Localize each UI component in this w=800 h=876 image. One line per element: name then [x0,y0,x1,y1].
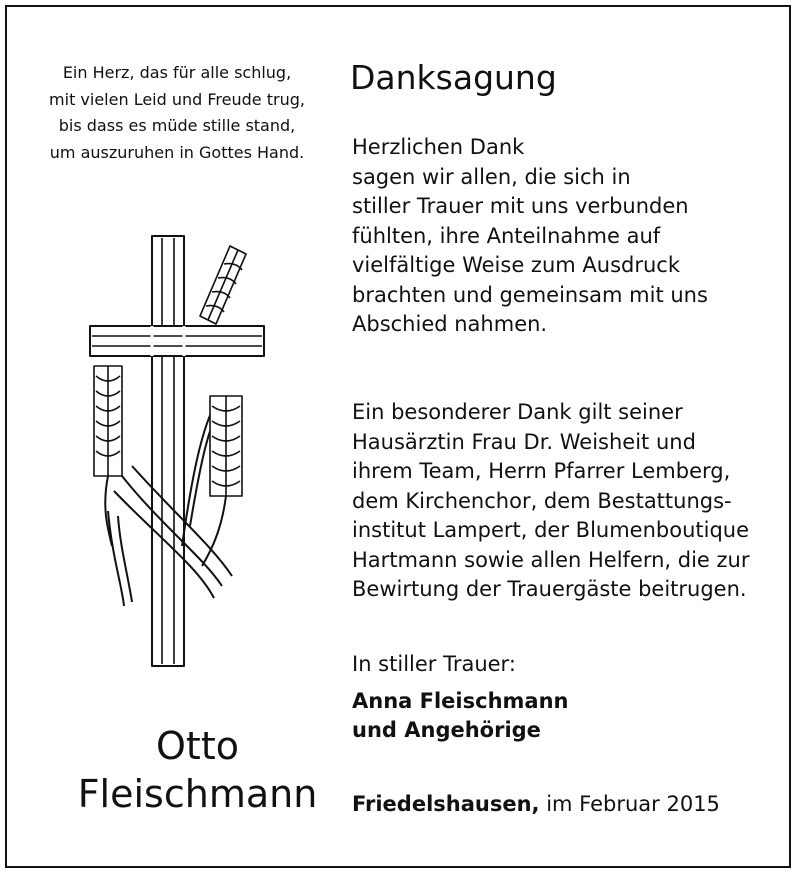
paragraph-line: ihrem Team, Herrn Pfarrer Lemberg, [352,459,731,483]
paragraph-line: fühlten, ihre Anteilnahme auf [352,223,661,248]
mourning-label: In stiller Trauer: [352,652,516,676]
deceased-first-name: Otto [156,724,239,768]
paragraph-line: stiller Trauer mit uns verbunden [352,194,689,218]
place-date [352,790,720,819]
paragraph-line: brachten und gemeinsam mit uns [352,282,708,307]
paragraph-line: Hartmann sowie allen Helfern, die zur [352,547,750,572]
poem-line: bis dass es müde stille stand, [58,116,296,135]
cross-with-wheat-icon [82,226,272,676]
place-name: Friedelshausen, [352,792,540,816]
thanks-paragraph [352,133,708,340]
paragraph-line: vielfältige Weise zum Ausdruck [352,253,680,277]
signer-line: Anna Fleischmann [352,689,569,713]
paragraph-line: Herzlichen Dank [352,135,525,159]
date-text: im Februar 2015 [546,792,720,816]
paragraph-line: Bewirtung der Trauergäste beitrugen. [352,577,747,601]
paragraph-line: dem Kirchenchor, dem Bestattungs- [352,488,732,513]
signer-line: und Angehörige [352,718,541,742]
paragraph-line: Abschied nahmen. [352,312,548,336]
paragraph-line: sagen wir allen, die sich in [352,164,631,189]
notice-title: Danksagung [350,58,557,97]
paragraph-line: Hausärztin Frau Dr. Weisheit und [352,429,696,454]
paragraph-line: institut Lampert, der Blumenboutique [352,518,750,542]
signers [352,687,568,745]
paragraph-line: Ein besonderer Dank gilt seiner [352,400,683,424]
deceased-name [20,722,375,818]
deceased-last-name: Fleischmann [77,772,318,816]
poem-line: mit vielen Leid und Freude trug, [49,89,305,109]
poem [32,60,322,166]
poem-line: um auszuruhen in Gottes Hand. [49,142,305,162]
special-thanks-paragraph [352,398,750,605]
poem-line: Ein Herz, das für alle schlug, [62,63,292,82]
